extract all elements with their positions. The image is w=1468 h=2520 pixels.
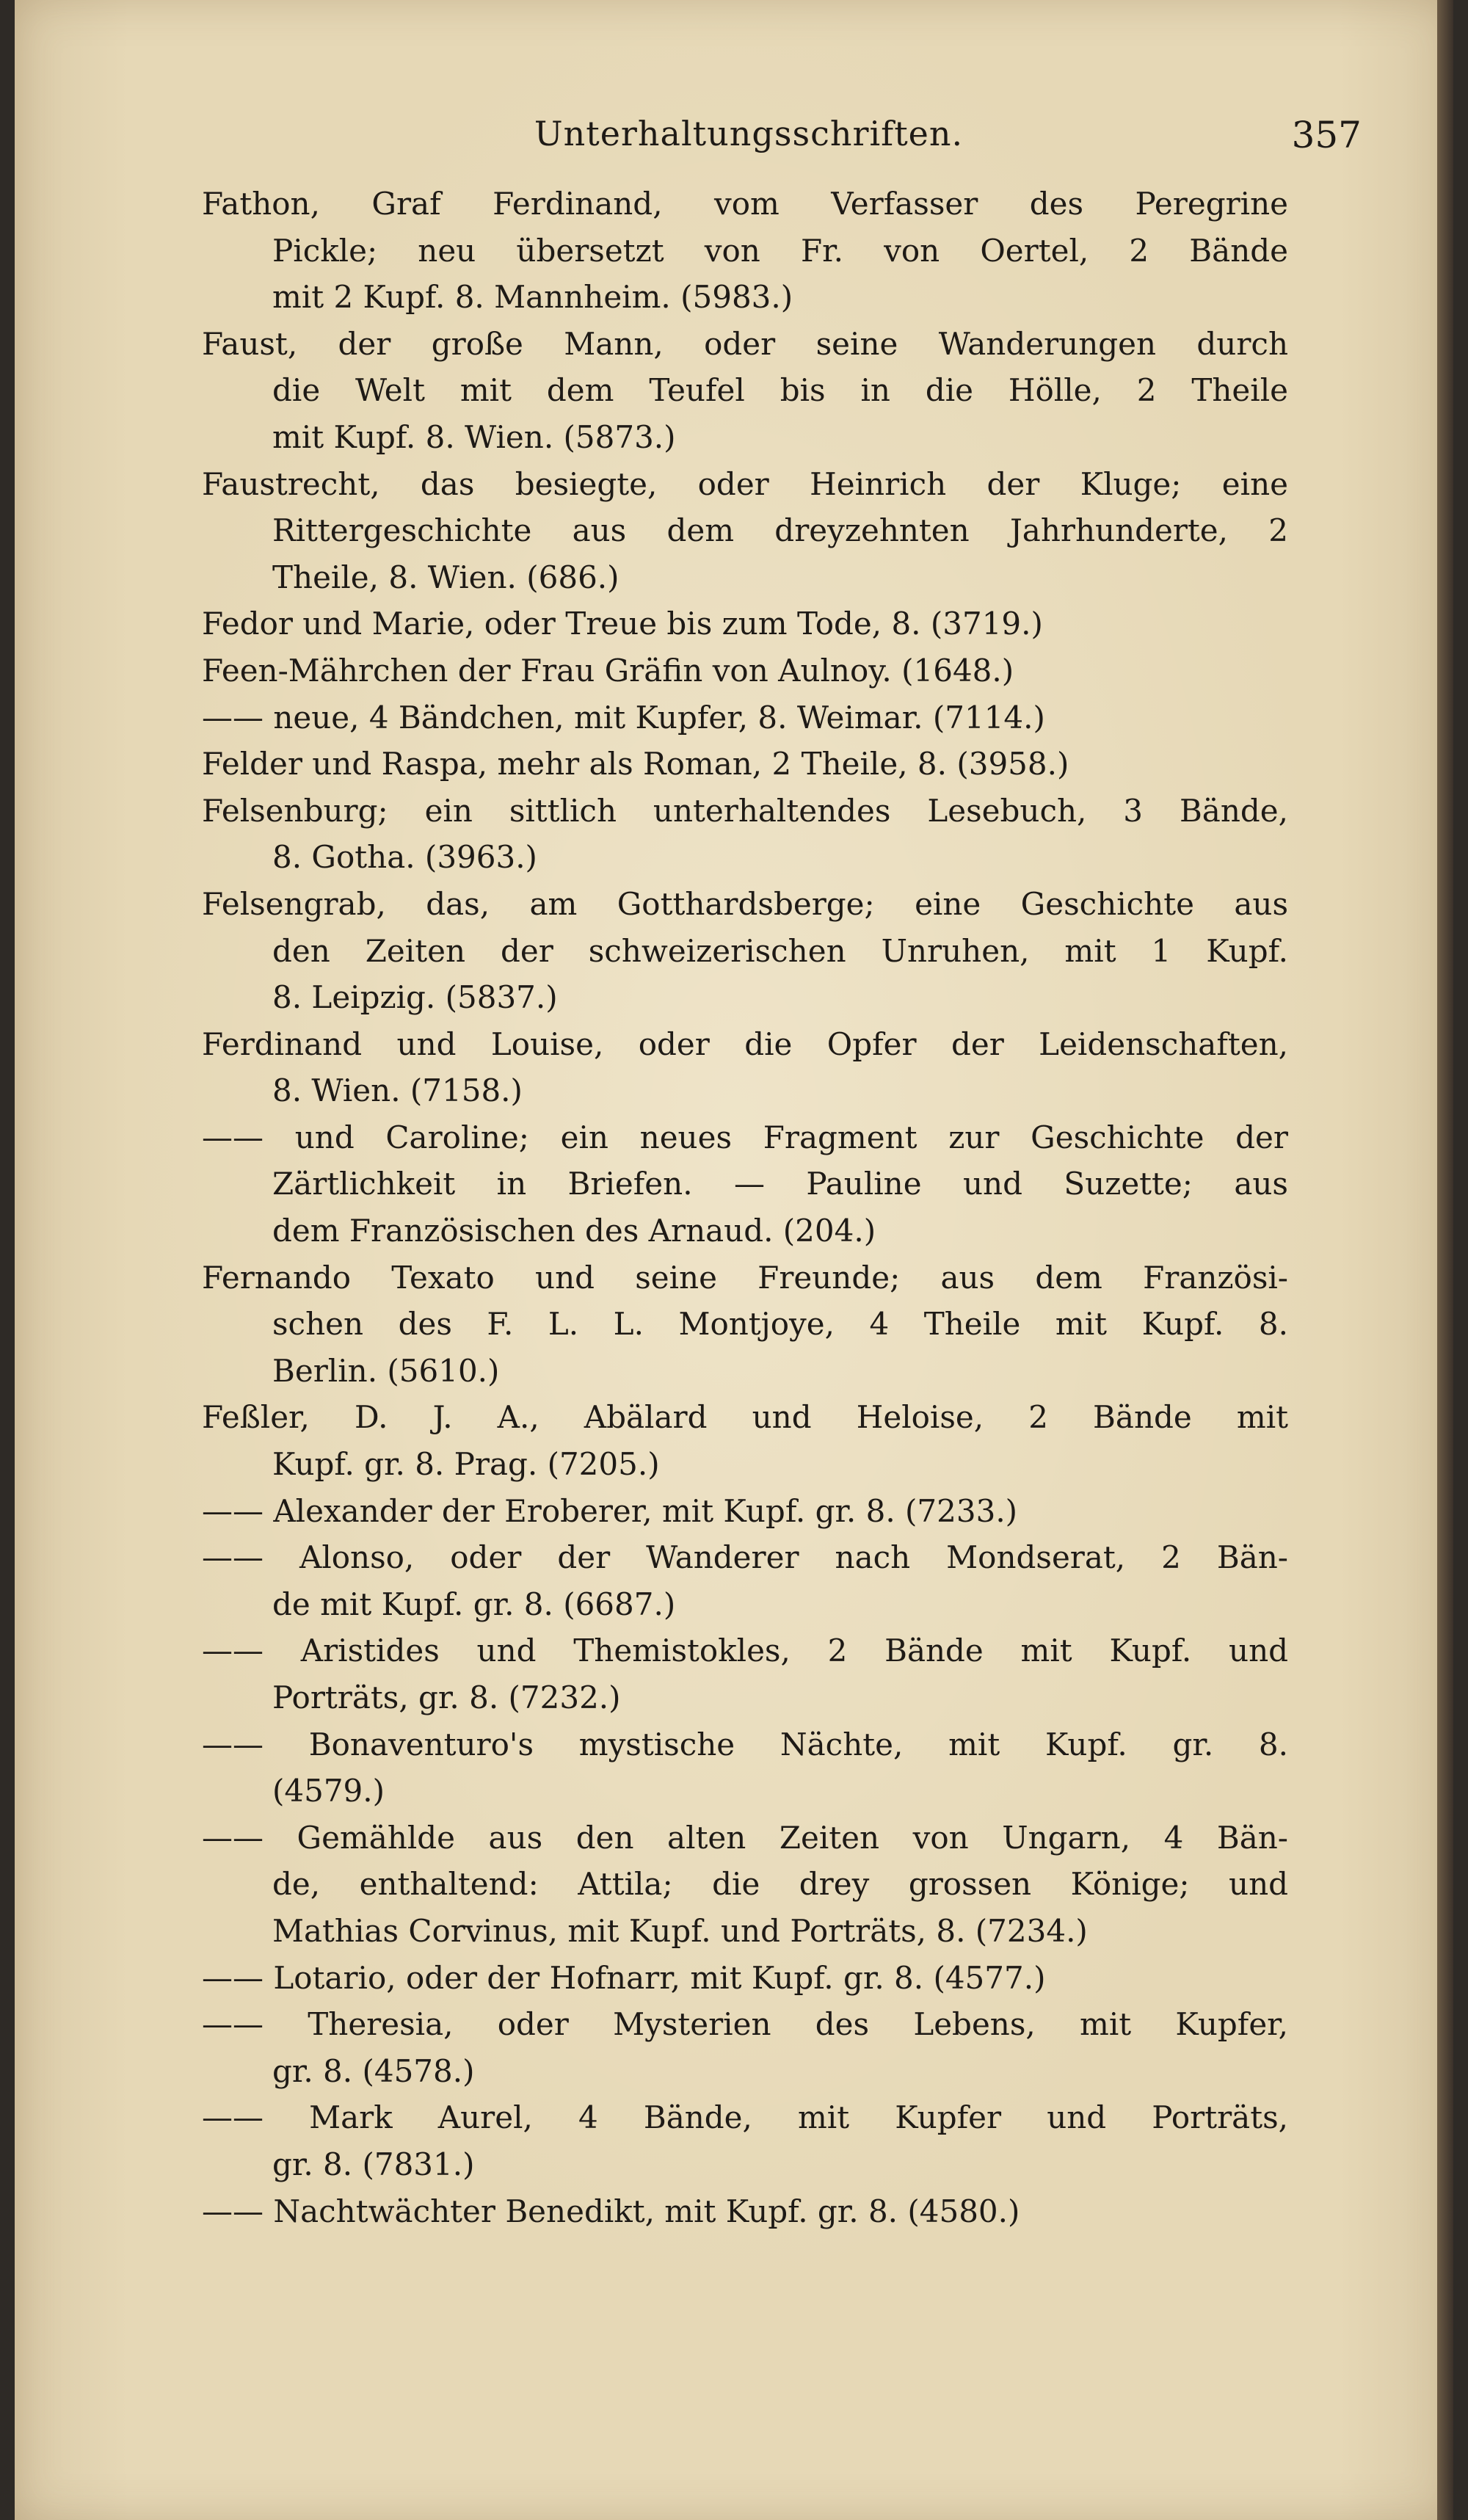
entry-continuation-line: den Zeiten der schweizerischen Unruhen, mit 1 Kupf. (272, 932, 1288, 969)
entry-ditto-line: —— Aristides und Themistokles, 2 Bände mit Kupf. und (202, 1633, 1288, 1669)
entry-continuation-line: Porträts, gr. 8. (7232.) (272, 1680, 621, 1715)
entry-continuation-line: Rittergeschichte aus dem dreyzehnten Jahrhunderte, 2 (272, 512, 1288, 549)
entry-line: Ferdinand und Louise, oder die Opfer der Leidenschaften, (202, 1025, 1288, 1062)
entry-continuation-line: Zärtlichkeit in Briefen. — Pauline und Suzette; aus (272, 1166, 1288, 1202)
entry-continuation-line: die Welt mit dem Teufel bis in die Hölle, 2 Theile (272, 372, 1288, 409)
book-spine-edge (1437, 0, 1453, 2520)
entry-continuation-line: gr. 8. (7831.) (272, 2146, 475, 2182)
entry-continuation-line: Mathias Corvinus, mit Kupf. und Porträts, 8. (7234.) (272, 1912, 1088, 1949)
entry-continuation-line: 8. Leipzig. (5837.) (272, 979, 558, 1016)
entry-continuation-line: schen des F. L. L. Montjoye, 4 Theile mit Kupf. 8. (272, 1306, 1288, 1343)
entry-ditto-line: —— Bonaventuro's mystische Nächte, mit Kupf. gr. 8. (202, 1726, 1288, 1762)
entry-line: Felsenburg; ein sittlich unterhaltendes Lesebuch, 3 Bände, (202, 792, 1288, 829)
entry-continuation-line: 8. Gotha. (3963.) (272, 839, 537, 876)
entry-line: Feen-Mährchen der Frau Gräfin von Aulnoy. (1648.) (202, 652, 1014, 689)
entry-line: Fernando Texato und seine Freunde; aus dem Französi- (202, 1259, 1288, 1296)
entry-ditto-line: —— und Caroline; ein neues Fragment zur Geschichte der (202, 1119, 1288, 1155)
entry-ditto-line: —— Nachtwächter Benedikt, mit Kupf. gr. 8. (4580.) (202, 2193, 1020, 2229)
entry-line: Faust, der große Mann, oder seine Wanderungen durch (202, 325, 1288, 362)
running-title: Unterhaltungsschriften. (534, 114, 964, 153)
entry-ditto-line: —— Alonso, oder der Wanderer nach Mondserat, 2 Bän- (202, 1539, 1288, 1576)
page-number: 357 (1291, 114, 1362, 156)
entry-line: Faustrecht, das besiegte, oder Heinrich der Kluge; eine (202, 465, 1288, 502)
entry-continuation-line: Theile, 8. Wien. (686.) (272, 559, 619, 595)
entry-line: Fathon, Graf Ferdinand, vom Verfasser des Peregrine (202, 186, 1288, 222)
entry-ditto-line: —— Mark Aurel, 4 Bände, mit Kupfer und Porträts, (202, 2099, 1288, 2136)
entry-ditto-line: —— Gemählde aus den alten Zeiten von Ungarn, 4 Bän- (202, 1819, 1288, 1856)
entry-continuation-line: mit 2 Kupf. 8. Mannheim. (5983.) (272, 279, 793, 316)
entry-continuation-line: gr. 8. (4578.) (272, 2052, 475, 2089)
page-header (15, 114, 1468, 165)
entry-continuation-line: de, enthaltend: Attila; die drey grossen Könige; und (272, 1866, 1288, 1903)
entry-continuation-line: Berlin. (5610.) (272, 1352, 500, 1389)
book-page (15, 0, 1453, 2520)
entry-continuation-line: dem Französischen des Arnaud. (204.) (272, 1213, 876, 1249)
entry-ditto-line: —— neue, 4 Bändchen, mit Kupfer, 8. Weimar. (7114.) (202, 699, 1045, 736)
entry-ditto-line: —— Alexander der Eroberer, mit Kupf. gr. 8. (7233.) (202, 1492, 1018, 1529)
entry-continuation-line: de mit Kupf. gr. 8. (6687.) (272, 1586, 676, 1622)
entry-ditto-line: —— Theresia, oder Mysterien des Lebens, mit Kupfer, (202, 2006, 1288, 2043)
entry-line: Felsengrab, das, am Gotthardsberge; eine Geschichte aus (202, 885, 1288, 922)
entry-ditto-line: —— Lotario, oder der Hofnarr, mit Kupf. gr. 8. (4577.) (202, 1959, 1046, 1996)
entry-line: Fedor und Marie, oder Treue bis zum Tode, 8. (3719.) (202, 606, 1043, 642)
entry-line: Felder und Raspa, mehr als Roman, 2 Theile, 8. (3958.) (202, 746, 1069, 782)
entry-line: Feßler, D. J. A., Abälard und Heloise, 2 Bände mit (202, 1399, 1288, 1436)
entry-continuation-line: mit Kupf. 8. Wien. (5873.) (272, 418, 676, 455)
entry-continuation-line: 8. Wien. (7158.) (272, 1072, 523, 1109)
catalog-entries (202, 181, 1288, 2234)
entry-continuation-line: Kupf. gr. 8. Prag. (7205.) (272, 1446, 660, 1483)
entry-continuation-line: (4579.) (272, 1773, 385, 1809)
entry-continuation-line: Pickle; neu übersetzt von Fr. von Oertel, 2 Bände (272, 232, 1288, 269)
